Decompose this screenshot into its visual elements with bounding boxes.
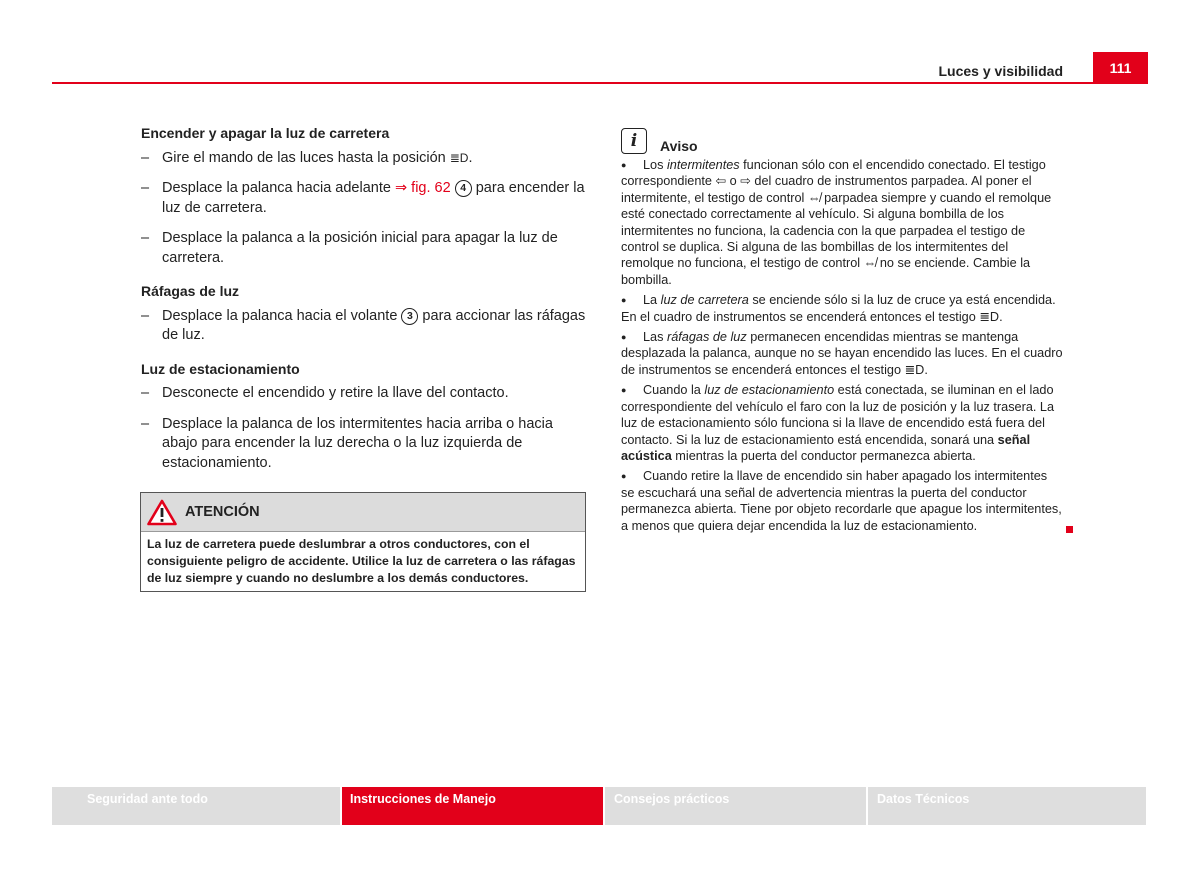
list-item: ● Cuando retire la llave de encendido sin haber apagado los intermitentes se escuchará una señal de advertencia mientras la puerta del conductor permanezca abierta. Tiene por objeto recordarle que apague los intermitentes, a menos que quiera dejar encendida la luz de estacionamiento. xyxy=(621,469,1062,533)
footer-tab-driving-instructions[interactable]: Instrucciones de Manejo xyxy=(342,787,603,825)
page-number: 111 xyxy=(1093,52,1148,84)
list-item: – Desplace la palanca de los intermitentes hacia arriba o hacia abajo para encender la luz derecha o la luz izquierda de estacionamiento. xyxy=(141,415,586,474)
list-item: ● Cuando la luz de estacionamiento está conectada, se iluminan en el lado correspondiente del vehículo el faro con la luz de posición y la luz trasera. La luz de estacionamiento sólo funciona si la llave de encendido está fuera del contacto. Si la luz de estacionamiento está encendida, sonará una señal acústica mientras la puerta del conductor permanezca abierta. xyxy=(621,383,1055,463)
warning-header xyxy=(141,493,585,532)
heading-parking-light: Luz de estacionamiento xyxy=(141,360,300,377)
warning-triangle-icon xyxy=(147,499,177,526)
footer-tab-safety[interactable]: Seguridad ante todo xyxy=(52,787,340,825)
figure-reference-link[interactable]: ⇒ fig. 62 xyxy=(394,180,451,196)
left-column xyxy=(141,124,586,484)
list-item: – Desplace la palanca hacia adelante ⇒ fig. 62 4 para encender la luz de carretera. xyxy=(141,179,586,218)
list-item: ● Los intermitentes funcionan sólo con el encendido conectado. El testigo correspondiente ⇦ o ⇨ del cuadro de instrumentos parpadea. Al poner el intermitente, el testigo de control ⇎ parpadea siempre y cuando el remolque esté conectado correctamente al vehículo. Si alguna bombilla de los intermitentes no funciona, la cadencia con la que parpadea el testigo de control se duplica. Si alguna de las bombillas de los intermitentes del remolque no funciona, el testigo de control ⇎ no se enciende. Cambie la bombilla. xyxy=(621,158,1052,287)
callout-number: 4 xyxy=(455,180,472,197)
header-rule xyxy=(52,82,1148,84)
end-of-section-icon xyxy=(1066,526,1073,533)
list-item: – Gire el mando de las luces hasta la posición ≣D. xyxy=(141,149,586,169)
high-beam-icon: ≣D xyxy=(449,150,469,165)
footer-nav xyxy=(52,787,1148,825)
aviso-header xyxy=(621,124,1063,154)
list-item: ● Las ráfagas de luz permanecen encendidas mientras se mantenga desplazada la palanca, aunque no se hayan encendido las luces. En el cuadro de instrumentos se encenderá entonces el testigo ≣D. xyxy=(621,330,1063,377)
list-item: ● La luz de carretera se enciende sólo si la luz de cruce ya está encendida. En el cuadro de instrumentos se encenderá entonces el testigo ≣D. xyxy=(621,293,1056,324)
callout-number: 3 xyxy=(401,308,418,325)
warning-text: La luz de carretera puede deslumbrar a otros conductores, con el consiguiente peligro de accidente. Utilice la luz de carretera o las ráfagas de luz siempre y cuando no deslumbre a los demás conductores. xyxy=(147,537,576,585)
high-beam-icon: ≣D xyxy=(904,362,925,377)
turn-signal-right-icon: ⇨ xyxy=(740,174,751,189)
turn-signal-left-icon: ⇦ xyxy=(715,174,727,189)
heading-high-beam: Encender y apagar la luz de carretera xyxy=(141,125,390,141)
section-title: Luces y visibilidad xyxy=(938,63,1063,79)
warning-title: ATENCIÓN xyxy=(185,504,260,520)
footer-tab-practical-tips[interactable]: Consejos prácticos xyxy=(605,787,866,825)
list-item: – Desconecte el encendido y retire la llave del contacto. xyxy=(141,384,586,404)
trailer-turn-signal-icon: ⇎ xyxy=(807,190,821,205)
footer-tab-technical-data[interactable]: Datos Técnicos xyxy=(868,787,1146,825)
high-beam-icon: ≣D xyxy=(979,309,1000,324)
warning-box xyxy=(140,492,586,592)
heading-flash: Ráfagas de luz xyxy=(141,283,240,299)
info-icon: i xyxy=(621,128,647,154)
right-column xyxy=(621,124,1063,538)
trailer-turn-signal-icon: ⇎ xyxy=(863,256,877,271)
list-item: – Desplace la palanca a la posición inicial para apagar la luz de carretera. xyxy=(141,229,586,268)
list-item: – Desplace la palanca hacia el volante 3 para accionar las ráfagas de luz. xyxy=(141,307,586,346)
aviso-title: Aviso xyxy=(660,137,698,154)
